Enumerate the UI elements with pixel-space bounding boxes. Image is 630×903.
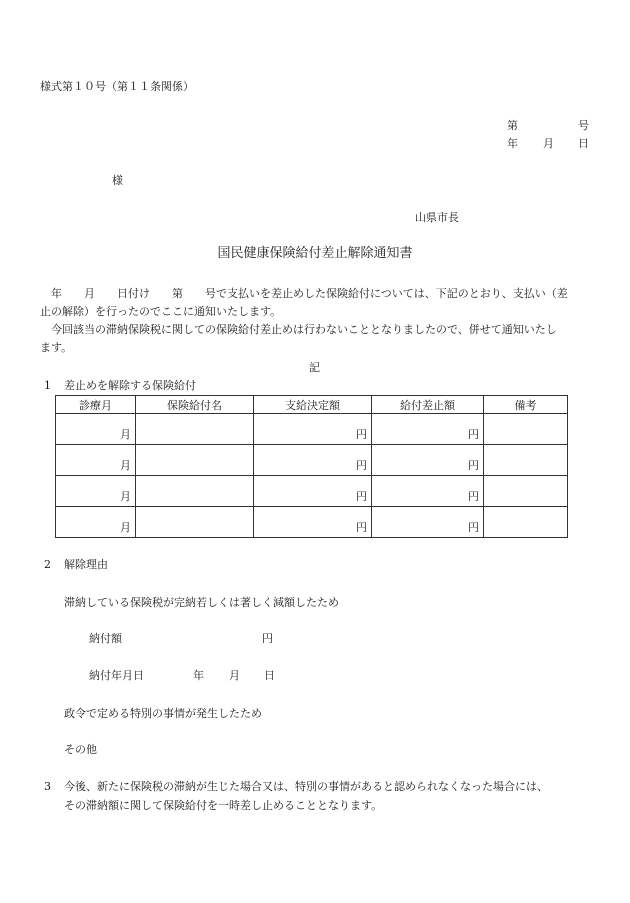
reason-full-payment: 滞納している保険税が完納若しくは著しく減額したため — [64, 596, 339, 609]
cell-benefit-name — [136, 507, 254, 538]
cell-withheld-amount: 円 — [372, 507, 484, 538]
form-label: 様式第１０号（第１１条関係） — [40, 80, 194, 93]
header-payment-decision: 支給決定額 — [254, 396, 372, 414]
date-year: 年 — [507, 137, 518, 150]
payment-date-year: 年 — [193, 669, 204, 682]
issuer: 山県市長 — [415, 211, 459, 224]
cell-remarks — [484, 507, 568, 538]
header-remarks: 備考 — [484, 396, 568, 414]
cell-payment-decision: 円 — [254, 476, 372, 507]
section3-line-2: その滞納額に関して保険給付を一時差し止めることとなります。 — [64, 799, 383, 812]
header-shinryo-month: 診療月 — [56, 396, 136, 414]
section2-heading: 解除理由 — [64, 558, 108, 571]
payment-amount-unit: 円 — [262, 632, 273, 645]
table-row — [56, 445, 568, 476]
recipient-suffix: 様 — [112, 174, 123, 187]
date-day: 日 — [578, 137, 589, 150]
table-header-row — [56, 396, 568, 414]
cell-payment-decision: 円 — [254, 507, 372, 538]
section3-line-1: 今後、新たに保険税の滞納が生じた場合又は、特別の事情があると認められなくなった場合には、 — [64, 780, 548, 793]
section1-number: 1 — [44, 379, 51, 392]
ki-label: 記 — [309, 361, 320, 374]
section3-number: 3 — [44, 780, 51, 793]
cell-payment-decision: 円 — [254, 414, 372, 445]
cell-remarks — [484, 476, 568, 507]
cell-payment-decision: 円 — [254, 445, 372, 476]
cell-month: 月 — [56, 414, 136, 445]
payment-date-day: 日 — [264, 669, 275, 682]
header-withheld-amount: 給付差止額 — [372, 396, 484, 414]
intro-line-4: ます。 — [40, 341, 73, 354]
intro-line-3: 今回該当の滞納保険税に関しての保険給付差止めは行わないこととなりましたので、併せて通知いたし — [51, 323, 557, 336]
cell-benefit-name — [136, 445, 254, 476]
date-month: 月 — [543, 137, 554, 150]
payment-amount-label: 納付額 — [89, 632, 122, 645]
intro-line-1: 年 月 日付け 第 号で支払いを差止めした保険給付については、下記のとおり、支払い（差 — [51, 287, 568, 300]
intro-paragraph — [40, 285, 593, 357]
document-number-dai: 第 — [507, 119, 518, 132]
table-row — [56, 476, 568, 507]
cell-benefit-name — [136, 476, 254, 507]
cell-remarks — [484, 414, 568, 445]
table-row — [56, 414, 568, 445]
intro-line-2: 止の解除）を行ったのでここに通知いたします。 — [40, 305, 282, 318]
cell-withheld-amount: 円 — [372, 414, 484, 445]
document-number-go: 号 — [578, 119, 589, 132]
cell-month: 月 — [56, 445, 136, 476]
cell-withheld-amount: 円 — [372, 445, 484, 476]
benefit-table — [55, 395, 568, 538]
table-row — [56, 507, 568, 538]
cell-benefit-name — [136, 414, 254, 445]
cell-remarks — [484, 445, 568, 476]
reason-other: その他 — [64, 743, 97, 756]
cell-month: 月 — [56, 476, 136, 507]
cell-withheld-amount: 円 — [372, 476, 484, 507]
payment-date-month: 月 — [229, 669, 240, 682]
section2-number: 2 — [44, 558, 51, 571]
payment-date-label: 納付年月日 — [89, 669, 144, 682]
section1-heading: 差止めを解除する保険給付 — [64, 379, 196, 392]
reason-special-circumstances: 政令で定める特別の事情が発生したため — [64, 707, 262, 720]
cell-month: 月 — [56, 507, 136, 538]
document-title: 国民健康保険給付差止解除通知書 — [217, 246, 413, 261]
header-benefit-name: 保険給付名 — [136, 396, 254, 414]
